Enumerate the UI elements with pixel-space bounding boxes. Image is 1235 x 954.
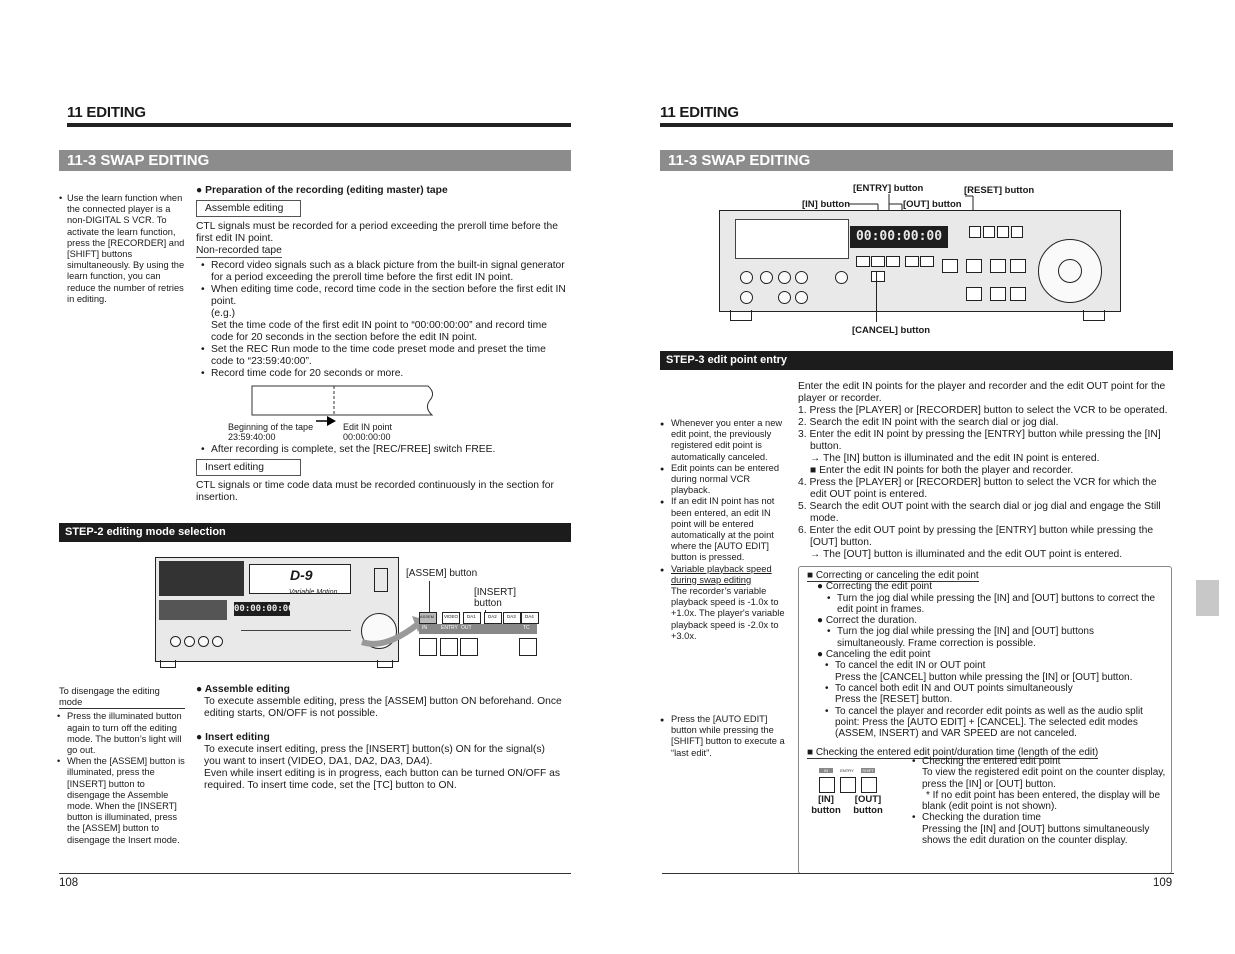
deck-foot xyxy=(377,660,393,668)
page-number-left: 108 xyxy=(59,877,79,889)
step3-body xyxy=(798,381,1170,561)
da1-button: DA1 xyxy=(463,612,481,624)
mini-out-button xyxy=(861,777,877,793)
footer-rule-left xyxy=(59,873,571,874)
label-strip: IN ENTRY OUT TC xyxy=(419,624,537,634)
assemble-heading: ● Assemble editing xyxy=(196,684,290,695)
bullet-item: • To cancel the edit IN or OUT point Press the [CANCEL] button while pressing the [IN] or [OUT] button. xyxy=(835,660,1163,683)
entry-button xyxy=(440,638,458,656)
da4-button: DA4 xyxy=(521,612,539,624)
step-note: ■ Enter the edit IN points for both the player and recorder. xyxy=(810,465,1074,476)
prep-bullet: • Record video signals such as a black picture from the built-in signal generator for a period exceeding the preroll time before the first edit IN point. xyxy=(211,260,568,284)
knob xyxy=(778,271,791,284)
bullet-item: • Turn the jog dial while pressing the [IN] and [OUT] buttons simultaneously. Frame correction is possible. xyxy=(837,626,1163,649)
correct-title: ■ Correcting or canceling the edit point xyxy=(807,570,979,581)
section-bar-left: 11-3 SWAP EDITING xyxy=(59,150,571,171)
insert-body: To execute insert editing, press the [INSERT] button(s) ON for the signal(s) you want to insert (VIDEO, DA1, DA2, DA3, DA4). Even while insert editing is in progress, each button can be turned ON/OFF as required. To insert time code, set the [TC] button to ON. xyxy=(204,744,560,791)
disengage-bullet: • Press the illuminated button again to turn off the editing mode. The button’s light will go out. xyxy=(67,711,185,756)
prep-block xyxy=(196,185,568,380)
deck-lcd: 00:00:00:00 xyxy=(234,604,294,614)
notes-box xyxy=(798,566,1172,874)
button xyxy=(920,256,934,267)
tape-begin-label: Beginning of the tape 23:59:40:00 xyxy=(228,422,314,442)
bullet-item: • To cancel both edit IN and OUT points simultaneously Press the [RESET] button. xyxy=(835,683,1163,706)
reset-callout: [RESET] button xyxy=(964,185,1035,196)
cancel-callout-line xyxy=(876,272,877,322)
knob xyxy=(198,636,209,647)
knob xyxy=(740,291,753,304)
side-note: ● Edit points can be entered during normal VCR playback. xyxy=(671,463,786,497)
assemble-text: CTL signals must be recorded for a period exceeding the preroll time before the first edit IN point. xyxy=(196,221,558,244)
mini-label: SHIFT xyxy=(862,768,874,773)
correct-duration: ● Correct the duration. xyxy=(817,615,917,627)
deck-foot xyxy=(160,660,176,668)
footer-rule-right xyxy=(662,873,1174,874)
pause-button xyxy=(1010,259,1026,273)
prep-bullet: • When editing time code, record time code in the section before the first edit IN point. (e.g.) Set the time code of the first edit IN point to “00:00:00:00” and record time code for 20 seconds in the section before the edit IN point. xyxy=(211,284,568,344)
prep-bullet: • Record time code for 20 seconds or more. xyxy=(211,368,568,380)
assem-button: ASSEM xyxy=(419,612,437,624)
tape-diagram xyxy=(250,384,440,418)
side-note: ● If an edit IN point has not been entered, an edit IN point will be entered automatically at the point where the [AUTO EDIT] button is pressed. xyxy=(671,496,786,563)
knob xyxy=(760,271,773,284)
knob xyxy=(184,636,195,647)
power-switch xyxy=(374,568,388,592)
intro-text: Enter the edit IN points for the player and recorder and the edit OUT point for the player or recorder. xyxy=(798,381,1166,404)
side-note: ● Whenever you enter a new edit point, the previously registered edit point is automatically canceled. xyxy=(671,418,786,463)
knob xyxy=(778,291,791,304)
button xyxy=(983,226,995,238)
da2-button: DA2 xyxy=(484,612,502,624)
in-button xyxy=(419,638,437,656)
prep-bullet: • Set the REC Run mode to the time code preset mode and preset the time code to “23:59:40:00”. xyxy=(211,344,568,368)
chapter-rule-right xyxy=(660,123,1173,127)
side-note: ● Press the [AUTO EDIT] button while pressing the [SHIFT] button to execute a “last edit”. xyxy=(671,714,786,759)
callout-line xyxy=(429,581,430,613)
knob xyxy=(170,636,181,647)
out-button xyxy=(886,256,900,267)
section-bar-right: 11-3 SWAP EDITING xyxy=(660,150,1173,171)
knob xyxy=(740,271,753,284)
page-number-right: 109 xyxy=(1153,877,1173,889)
tc-button xyxy=(519,638,537,656)
deck-lcd: 00:00:00:00 xyxy=(850,226,948,248)
assemble-body: To execute assemble editing, press the [ASSEM] button ON beforehand. Once editing starts, ON/OFF is not possible. xyxy=(204,696,562,719)
in-button xyxy=(856,256,870,267)
tape-shape xyxy=(252,386,433,415)
mini-in-button xyxy=(819,777,835,793)
step-item: 3. Enter the edit IN point by pressing the [ENTRY] button while pressing the [IN] button. xyxy=(798,429,1161,452)
prep-heading: ● Preparation of the recording (editing master) tape xyxy=(196,185,448,196)
mini-label: ENTRY xyxy=(840,768,854,773)
knob xyxy=(835,271,848,284)
deck-foot xyxy=(1083,310,1105,321)
da3-button: DA3 xyxy=(503,612,521,624)
bullet-item: • To cancel the player and recorder edit points as well as the audio split point: Press the [AUTO EDIT] + [CANCEL]. The selected edit modes (ASSEM, INSERT) and VAR SPEED are not canceled. xyxy=(835,706,1163,740)
check-details xyxy=(911,756,1171,846)
check-title: ■ Checking the entered edit point/duration time (length of the edit) xyxy=(807,747,1099,759)
deck-foot xyxy=(730,310,752,321)
step-item: 5. Search the edit OUT point with the search dial or jog dial and engage the Still mode. xyxy=(798,501,1161,524)
correct-edit-point: ● Correcting the edit point xyxy=(817,581,932,593)
chapter-title-right: 11 EDITING xyxy=(660,104,739,121)
arrow-icon xyxy=(316,415,338,427)
entry-callout: [ENTRY] button xyxy=(853,183,924,194)
step3-bar: STEP-3 edit point entry xyxy=(660,351,1173,370)
meter-panel xyxy=(735,219,849,259)
knob xyxy=(212,636,223,647)
out-button xyxy=(460,638,478,656)
out-button-label: [OUT] button xyxy=(853,794,883,816)
ff-button xyxy=(1010,287,1026,301)
bullet-item: • Checking the entered edit point To view the registered edit point on the counter display, press the [IN] or [OUT] button. * If no edit point has been entered, the display will be blank (edit point is not shown). xyxy=(922,756,1171,812)
nonrecorded-label: Non-recorded tape xyxy=(196,245,282,256)
cancel-callout: [CANCEL] button xyxy=(852,325,931,336)
assemble-editing-label: Assemble editing xyxy=(196,200,301,217)
transport-row xyxy=(241,630,351,653)
knob xyxy=(795,271,808,284)
disengage-bullet: • When the [ASSEM] button is illuminated, press the [INSERT] button to disengage the Assemble mode. When the [INSERT] button is illuminated, press the [ASSEM] button to disengage the Insert mode. xyxy=(67,756,185,846)
mini-label: IN xyxy=(819,768,833,773)
cancel-button xyxy=(871,271,885,282)
prep-bullet: • After recording is complete, set the [REC/FREE] switch FREE. xyxy=(211,444,568,456)
insert-block xyxy=(196,444,568,504)
step3-side-notes xyxy=(660,418,786,759)
step-item: 6. Enter the edit OUT point by pressing the [ENTRY] button while pressing the [OUT] button. xyxy=(798,525,1154,548)
assem-button-callout: [ASSEM] button xyxy=(406,568,478,579)
step-result: → The [OUT] button is illuminated and the edit OUT point is entered. xyxy=(810,549,1123,560)
tape-editin-label: Edit IN point 00:00:00:00 xyxy=(343,422,393,442)
deck-logo: D-9 xyxy=(290,567,313,583)
stop-button xyxy=(990,287,1006,301)
step-item: 1. Press the [PLAYER] or [RECORDER] button to select the VCR to be operated. xyxy=(798,405,1168,416)
bullet-item: • Checking the duration time Pressing the [IN] and [OUT] buttons simultaneously shows the edit duration on the counter display. xyxy=(922,812,1171,846)
bullet-item: • Turn the jog dial while pressing the [IN] and [OUT] buttons to correct the edit point in frames. xyxy=(837,593,1163,616)
step-item: 4. Press the [PLAYER] or [RECORDER] button to select the VCR for which the edit OUT point is entered. xyxy=(798,477,1157,500)
eject-button xyxy=(942,259,958,273)
button xyxy=(905,256,919,267)
meter-panel xyxy=(159,561,244,596)
variable-motion-text: Variable Motion xyxy=(289,589,338,596)
play-button xyxy=(990,259,1006,273)
step2-bar: STEP-2 editing mode selection xyxy=(59,523,571,542)
mini-entry-button xyxy=(840,777,856,793)
button xyxy=(1011,226,1023,238)
vcr-illustration-right xyxy=(719,210,1121,312)
step-item: 2. Search the edit IN point with the search dial or jog dial. xyxy=(798,417,1059,428)
jog-dial-center xyxy=(1058,259,1082,283)
thumb-tab xyxy=(1196,580,1219,616)
rec-button xyxy=(966,259,982,273)
learn-function-note: • Use the learn function when the connected player is a non-DIGITAL S VCR. To activate the learn function, press the [RECORDER] and [SHIFT] buttons simultaneously. By using the learn function, you can reduce the number of retries in editing. xyxy=(59,193,185,304)
editing-modes-text xyxy=(196,684,564,792)
reset-button xyxy=(969,226,981,238)
cancel-edit-point: ● Canceling the edit point xyxy=(817,649,931,661)
step-result: → The [IN] button is illuminated and the edit IN point is entered. xyxy=(810,453,1100,464)
rew-button xyxy=(966,287,982,301)
knob xyxy=(795,291,808,304)
insert-text: CTL signals or time code data must be recorded continuously in the section for insertion. xyxy=(196,480,554,503)
insert-button-callout: [INSERT] button xyxy=(474,587,517,609)
level-meters xyxy=(159,600,227,620)
in-button-label: [IN] button xyxy=(811,794,841,816)
bullet: • xyxy=(59,193,63,203)
insert-editing-label: Insert editing xyxy=(196,459,301,476)
side-note: ● Variable playback speed during swap editing The recorder’s variable playback speed is -1.0x to +1.0x. The player's variable playback speed is -2.0x to +3.0x. xyxy=(671,564,786,642)
insert-heading: ● Insert editing xyxy=(196,732,270,743)
entry-button xyxy=(871,256,885,267)
button xyxy=(997,226,1009,238)
in-callout: [IN] button xyxy=(802,199,851,210)
video-button: VIDEO xyxy=(442,612,460,624)
button-panel-zoom xyxy=(419,612,537,658)
chapter-rule-left xyxy=(67,123,571,127)
disengage-note xyxy=(59,686,185,846)
disengage-title: To disengage the editing mode xyxy=(59,686,185,709)
chapter-title-left: 11 EDITING xyxy=(67,104,146,121)
out-callout: [OUT] button xyxy=(903,199,962,210)
